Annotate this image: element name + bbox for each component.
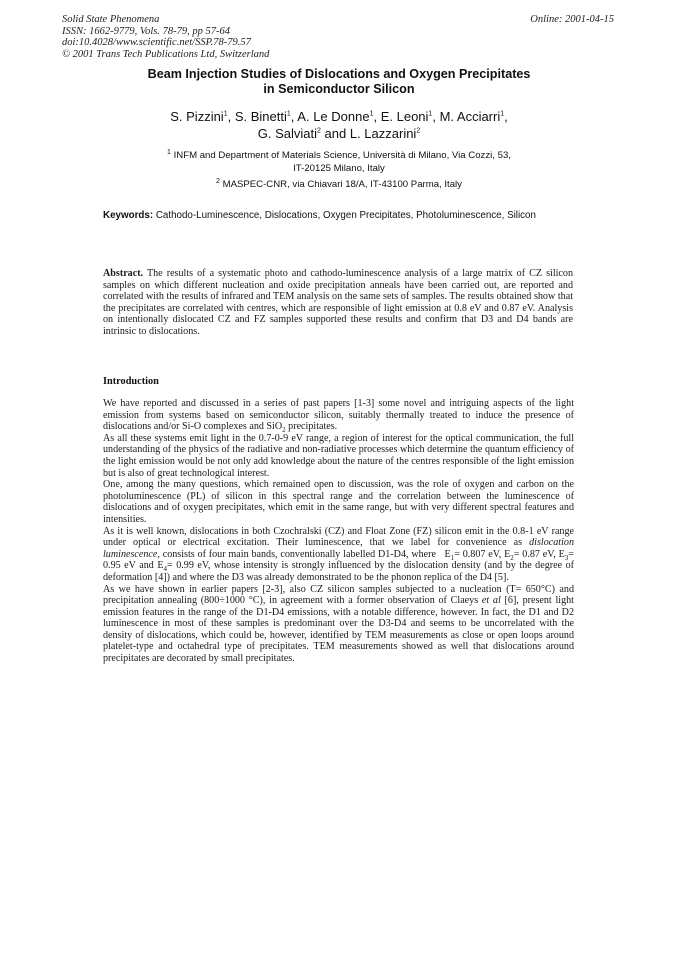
affiliation-mark: 1 [500, 110, 505, 118]
paragraph-text: precipitates. [285, 421, 338, 433]
abstract-text: The results of a systematic photo and cathodo-luminescence analysis of a large matrix of CZ silicon samples on which different nucleation and oxide precipitation anneals have been carried out, are reported and correlated with the results of infrared and TEM analysis on the same sets of samples. The results obtained show that the precipitates are correlated with centres, which are responsible of light emission at 0.8 eV and 0.87 eV. Analysis on intentionally dislocated CZ and FZ samples supported these results and confirm that D3 and D4 bands are intrinsic to dislocations. [103, 268, 574, 337]
affiliation-mark: 1 [167, 148, 171, 156]
affiliation-mark: 2 [216, 177, 220, 185]
abstract-label: Abstract. [103, 268, 144, 279]
author-name: L. Lazzarini [349, 126, 417, 141]
publication-meta [62, 14, 269, 60]
subscript: 2 [282, 426, 286, 435]
affiliation-2 [0, 179, 678, 192]
paragraph [103, 526, 574, 584]
affiliation-text: IT-20125 Milano, Italy [293, 162, 385, 174]
copyright-line: © 2001 Trans Tech Publications Ltd, Switzerland [62, 48, 270, 60]
affiliation-mark: 1 [286, 110, 291, 118]
affiliation-text: MASPEC-CNR, via Chiavari 18/A, IT-43100 Parma, Italy [222, 179, 462, 190]
paragraph-text: As we have shown in earlier papers [2-3], also CZ silicon samples subjected to a nucleation (T= 650°C) and precipitation annealing (800÷1000 °C), in agreement with a former observation of Claeys [103, 583, 574, 607]
author-name: S. Pizzini [170, 109, 224, 124]
author-separator: , [432, 109, 440, 124]
online-date: Online: 2001-04-15 [530, 14, 614, 25]
paragraph-text: , consists of four main bands, conventionally labelled D1-D4, where E [157, 548, 451, 560]
paragraph [103, 584, 574, 665]
author-name: E. Leoni [380, 109, 429, 124]
author-name: S. Binetti [234, 109, 287, 124]
paragraph-text: = 0.87 eV, E [513, 548, 565, 560]
keywords-label: Keywords: [103, 210, 154, 221]
affiliation-mark: 2 [317, 127, 321, 135]
subscript: 2 [510, 553, 514, 562]
paper-title [0, 67, 678, 97]
paragraph-text: = 0.95 eV and E [103, 548, 574, 572]
paragraph: As all these systems emit light in the 0.7-0-9 eV range, a region of interest for the optical communication, the full understanding of the physics of the radiative and non-radiative processes which determine the quantum efficiency of the light emission would be not only add knowledge about the nature of the centres responsible of the light emission but is also of great technological interest. [103, 432, 574, 479]
introduction-body [103, 398, 574, 665]
affiliation-mark: 1 [369, 110, 374, 118]
journal-name: Solid State Phenomena [62, 14, 160, 25]
author-name: A. Le Donne [297, 109, 370, 124]
emphasis: dislocation luminescence [103, 537, 574, 560]
affiliation-text: INFM and Department of Materials Science, Università di Milano, Via Cozzi, 53, [173, 150, 511, 161]
keywords [103, 210, 573, 223]
author-separator: , [227, 109, 235, 124]
affiliation-mark: 2 [416, 127, 421, 135]
author-separator: , [290, 109, 298, 124]
paragraph-text: As it is well known, dislocations in both Czochralski (CZ) and Float Zone (FZ) silicon emit in the 0.8-1 eV range under optical or electrical excitation. Their luminescence, that we label for convenience as [103, 525, 574, 549]
paragraph: One, among the many questions, which remained open to discussion, was the role of oxygen and carbon on the photoluminescence (PL) of silicon in this spectral range and the correlation between the luminescence of dislocations and of oxygen precipitates, which emit in the same range, but with very different spectral features and intensities. [103, 479, 574, 525]
emphasis: et al [481, 595, 501, 607]
affiliation-mark: 1 [428, 110, 433, 118]
paragraph-text: = 0.807 eV, E [454, 548, 511, 560]
subscript: 4 [163, 565, 168, 574]
author-separator: , [504, 109, 508, 124]
introduction-heading: Introduction [103, 376, 159, 387]
title-line-1: Beam Injection Studies of Dislocations and Oxygen Precipitates [147, 67, 531, 81]
author-name: G. Salviati [257, 126, 318, 141]
abstract [103, 268, 573, 338]
paragraph-text: = 0.99 eV, whose intensity is strongly influenced by the dislocation density (and by the degree of deformation [4]) and where the D3 was already demonstrated to be the phonon replica of the D4 [5]. [103, 560, 574, 583]
doi-line: doi:10.4028/www.scientific.net/SSP.78-79.57 [62, 37, 251, 49]
issn-line: ISSN: 1662-9779, Vols. 78-79, pp 57-64 [62, 25, 230, 37]
author-name: M. Acciarri [439, 109, 501, 124]
author-list [0, 108, 678, 142]
paragraph-text: We have reported and discussed in a series of past papers [1-3] some novel and intriguing aspects of the light emission from systems based on semiconductor silicon, suitably thermally treated to induce the presence of dislocations and/or Si-O complexes and SiO [103, 398, 574, 433]
keywords-list: Cathodo-Luminescence, Dislocations, Oxygen Precipitates, Photoluminescence, Silicon [155, 210, 536, 221]
paragraph [103, 398, 574, 433]
paragraph-text: [6], present light emission features in the range of the D1-D4 emissions, with a notable difference, however. In fact, the D1 and D2 luminescence in most of these samples is predominant over the D3-D4 and seems to be uncorrelated with the density of dislocations, which could be, however, identified by TEM measurements as close or open loops around platelet-type and octahedral type of precipitates. TEM measurements showed as well that dislocations around precipitates are decorated by small precipitates. [103, 595, 574, 665]
title-line-2: in Semiconductor Silicon [263, 82, 415, 96]
subscript: 3 [564, 553, 569, 562]
affiliation-mark: 1 [223, 110, 228, 118]
subscript: 1 [450, 553, 455, 562]
author-separator: , [373, 109, 381, 124]
author-conjunction: and [320, 126, 350, 141]
affiliation-1 [0, 150, 678, 175]
